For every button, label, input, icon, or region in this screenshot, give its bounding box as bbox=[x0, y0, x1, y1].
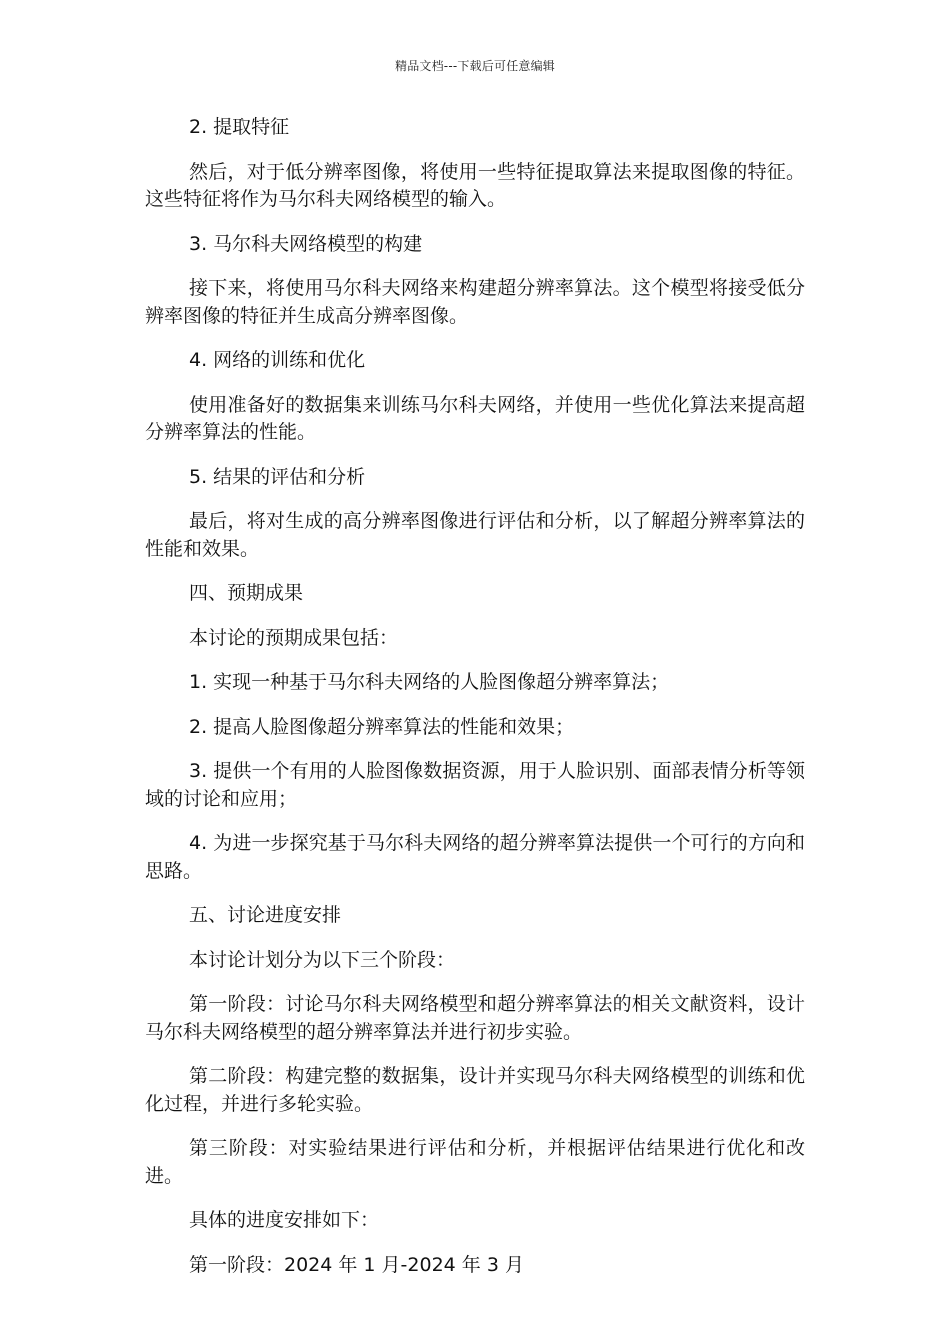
paragraph-phase-3: 第三阶段：对实验结果进行评估和分析，并根据评估结果进行优化和改进。 bbox=[145, 1137, 805, 1187]
paragraph-schedule-detail-intro: 具体的进度安排如下： bbox=[189, 1209, 380, 1231]
section-heading-extract-features: 2. 提取特征 bbox=[189, 116, 290, 138]
paragraph-phase-2: 第二阶段：构建完整的数据集，设计并实现马尔科夫网络模型的训练和优化过程，并进行多轮实验。 bbox=[145, 1065, 805, 1115]
section-heading-training: 4. 网络的训练和优化 bbox=[189, 349, 366, 371]
list-item-expected-2: 2. 提高人脸图像超分辨率算法的性能和效果； bbox=[189, 715, 575, 738]
section-heading-evaluation: 5. 结果的评估和分析 bbox=[189, 465, 366, 488]
paragraph-expected-intro: 本讨论的预期成果包括： bbox=[189, 626, 399, 649]
list-item-expected-3: 3. 提供一个有用的人脸图像数据资源，用于人脸识别、面部表情分析等领域的讨论和应用； bbox=[145, 760, 805, 810]
document-body bbox=[145, 114, 805, 1296]
paragraph-phase-1: 第一阶段：讨论马尔科夫网络模型和超分辨率算法的相关文献资料，设计马尔科夫网络模型的超分辨率算法并进行初步实验。 bbox=[145, 993, 805, 1043]
list-item-expected-4: 4. 为进一步探究基于马尔科夫网络的超分辨率算法提供一个可行的方向和思路。 bbox=[145, 832, 805, 882]
paragraph-phase-1-dates: 第一阶段：2024 年 1 月-2024 年 3 月 bbox=[189, 1253, 524, 1276]
paragraph-evaluation: 最后，将对生成的高分辨率图像进行评估和分析，以了解超分辨率算法的性能和效果。 bbox=[145, 510, 805, 560]
paragraph-training: 使用准备好的数据集来训练马尔科夫网络，并使用一些优化算法来提高超分辨率算法的性能。 bbox=[145, 393, 805, 443]
section-heading-schedule: 五、讨论进度安排 bbox=[189, 904, 342, 926]
page-header: 精品文档---下载后可任意编辑 bbox=[395, 59, 555, 73]
list-item-expected-1: 1. 实现一种基于马尔科夫网络的人脸图像超分辨率算法； bbox=[189, 671, 670, 693]
section-heading-model-construction: 3. 马尔科夫网络模型的构建 bbox=[189, 232, 423, 255]
paragraph-schedule-intro: 本讨论计划分为以下三个阶段： bbox=[189, 948, 456, 971]
paragraph-feature-extraction: 然后，对于低分辨率图像，将使用一些特征提取算法来提取图像的特征。这些特征将作为马尔科夫网络模型的输入。 bbox=[145, 160, 805, 210]
section-heading-expected-results: 四、预期成果 bbox=[189, 582, 304, 604]
paragraph-model-construction: 接下来，将使用马尔科夫网络来构建超分辨率算法。这个模型将接受低分辨率图像的特征并生成高分辨率图像。 bbox=[145, 277, 805, 327]
